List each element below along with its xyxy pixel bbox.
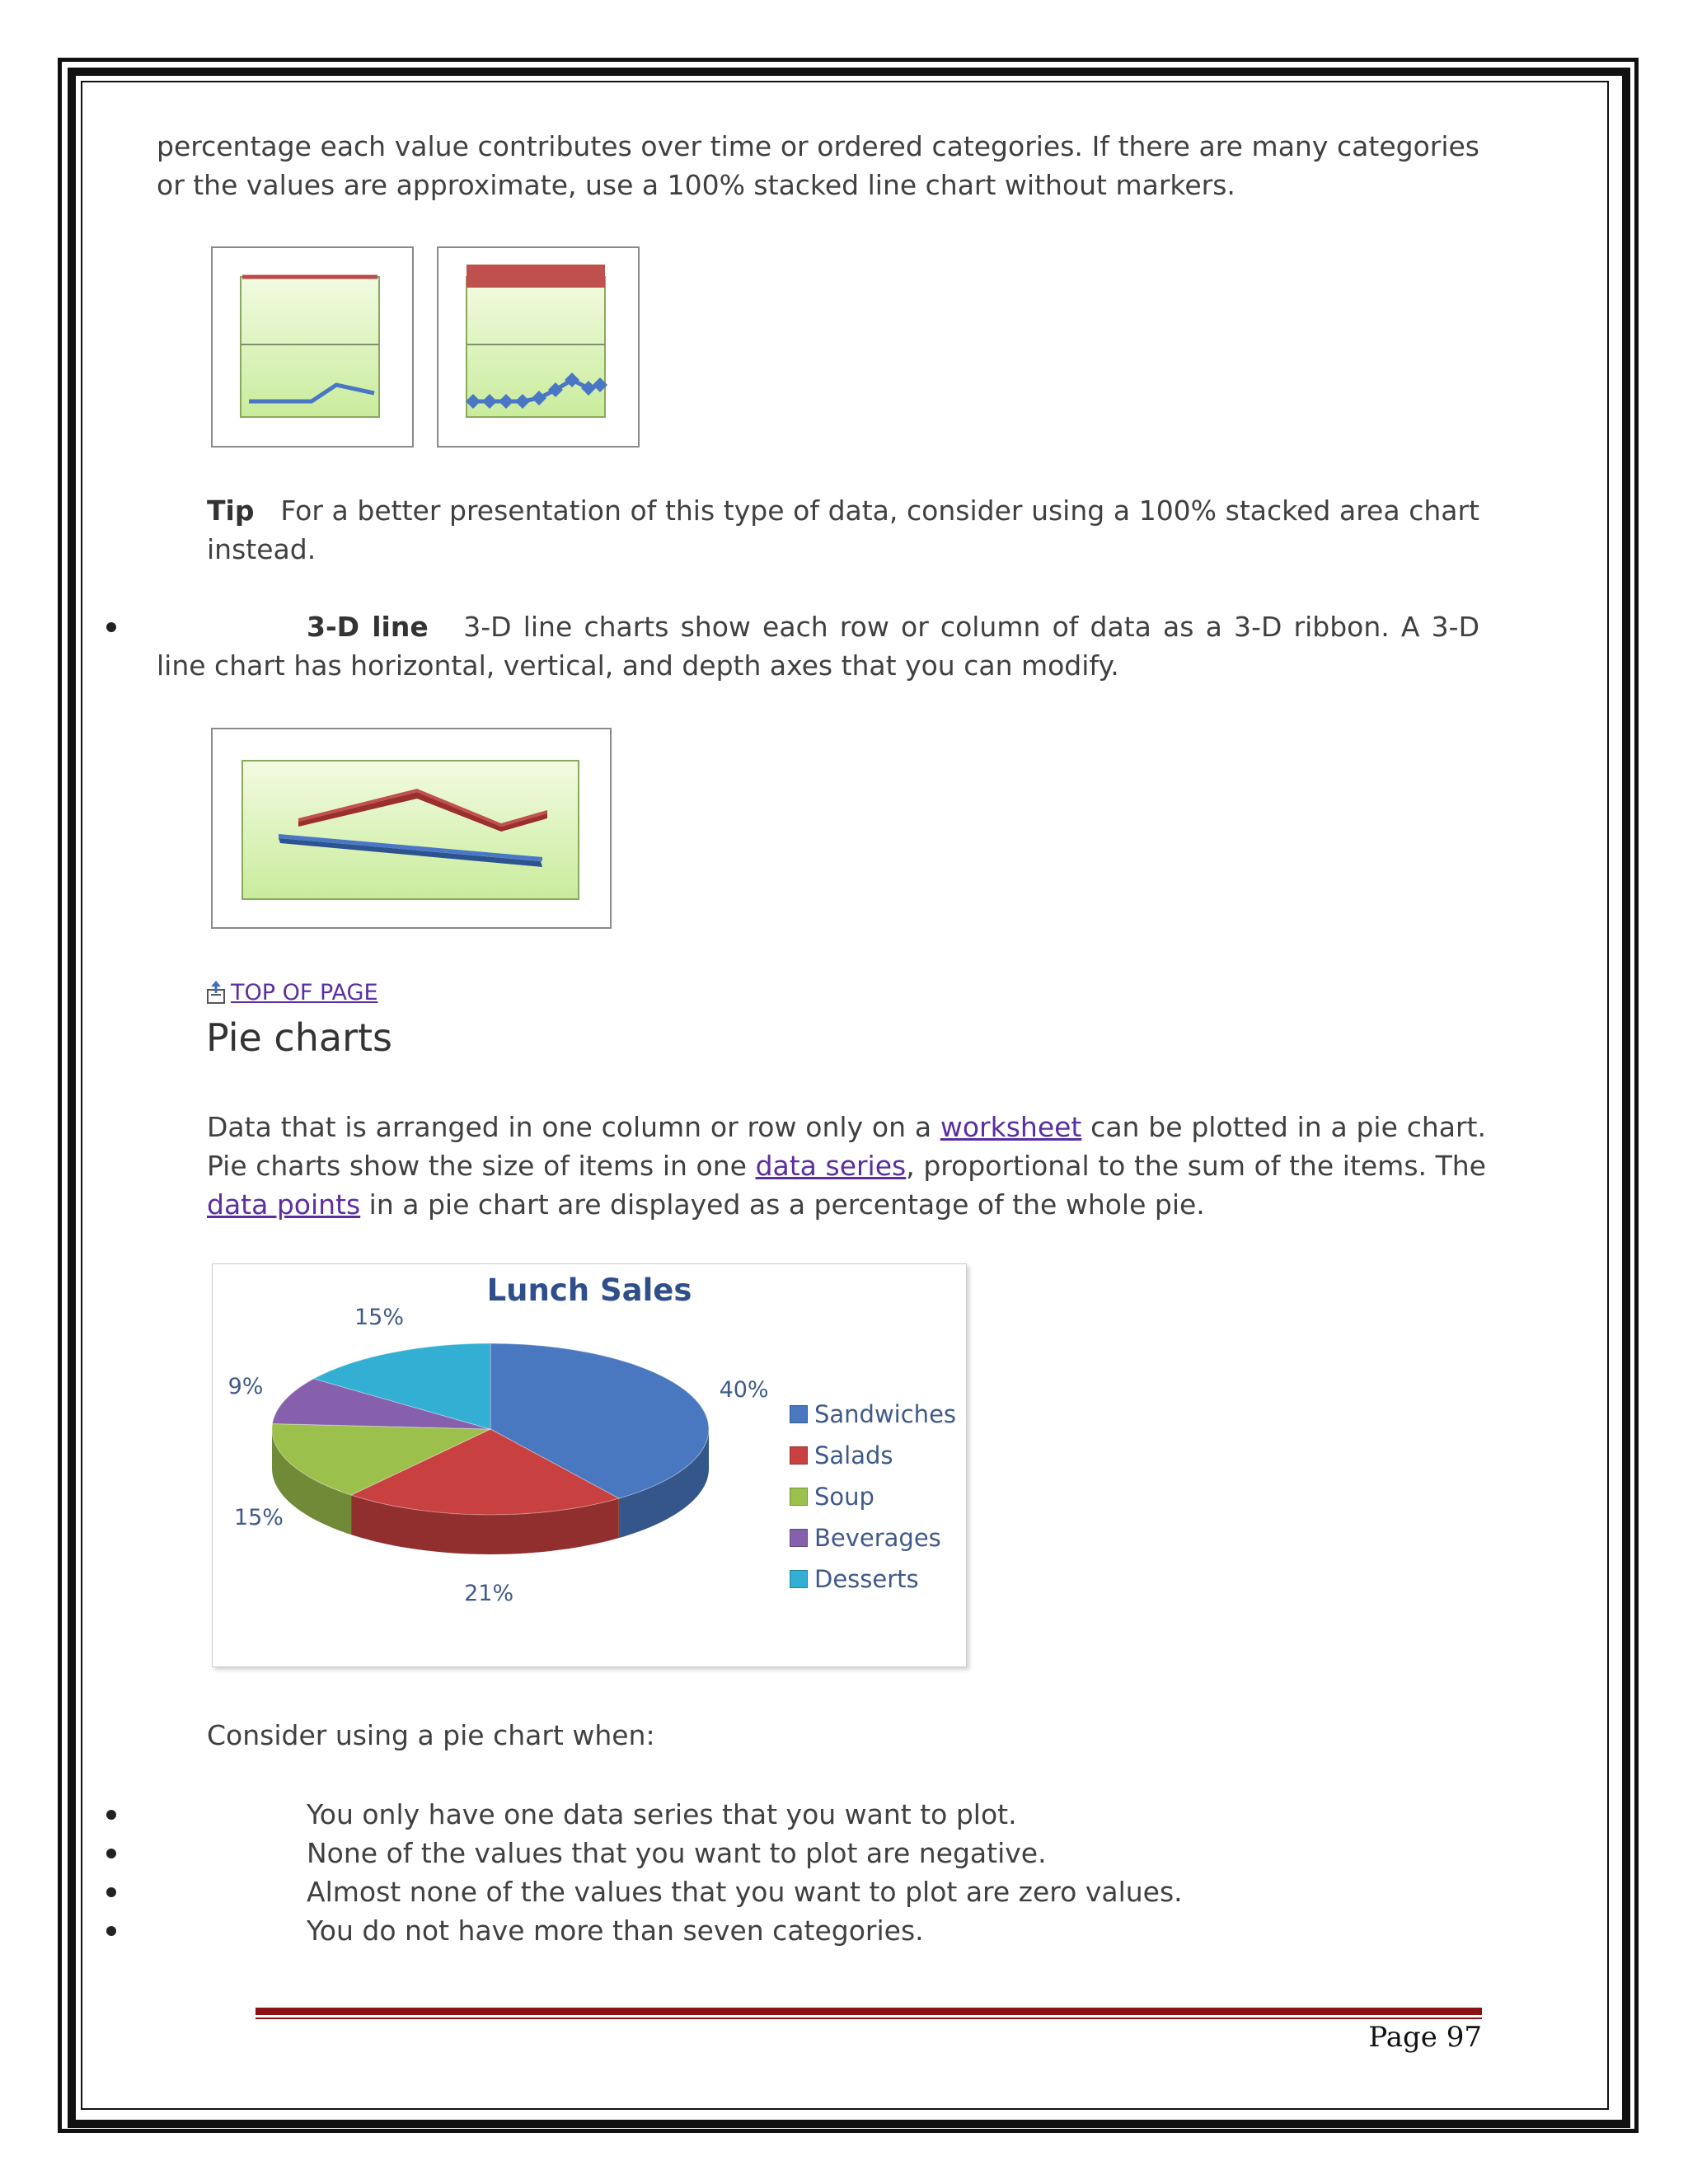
consider-intro: Consider using a pie chart when: xyxy=(207,1719,655,1751)
bullet-marker xyxy=(106,1849,116,1858)
top-of-page-link-row[interactable] xyxy=(206,977,378,1007)
tip-label: Tip xyxy=(207,494,255,527)
chart-title: Lunch Sales xyxy=(486,1272,692,1308)
line3d-text: 3-D line charts show each row or column of data as a 3-D ribbon. A 3-D line chart has horizontal, vertical, and depth axes that you can modify. xyxy=(157,611,1479,682)
line-3d-icon xyxy=(213,729,610,927)
line3d-label: 3-D line xyxy=(307,611,429,643)
legend-item xyxy=(790,1480,874,1513)
list-item: Almost none of the values that you want to plot are zero values. xyxy=(307,1876,1183,1908)
stacked-line-100-thumbnail[interactable] xyxy=(211,246,414,448)
list-item: You only have one data series that you want to plot. xyxy=(307,1798,1017,1830)
bullet-marker xyxy=(106,1810,116,1820)
legend-swatch xyxy=(790,1405,808,1423)
legend-swatch xyxy=(790,1570,808,1588)
data-series-link[interactable]: data series xyxy=(755,1150,907,1182)
bullet-marker xyxy=(106,1926,116,1936)
pie-data-label: 9% xyxy=(227,1373,264,1399)
footer-rule xyxy=(256,2008,1482,2015)
legend-label: Beverages xyxy=(814,1524,941,1552)
pie-data-label: 15% xyxy=(233,1505,284,1531)
legend-item xyxy=(790,1439,893,1472)
intro-paragraph: percentage each value contributes over time or ordered categories. If there are many categories or the values are approximate, use a 100% stacked line chart without markers. xyxy=(157,130,1479,201)
pie-data-label: 15% xyxy=(354,1304,404,1330)
pie-paragraph-text: can be plotted in a pie chart. Pie charts show the size of items in one xyxy=(207,1111,1486,1182)
pie-paragraph-text: in a pie chart are displayed as a percentage of the whole pie. xyxy=(360,1188,1205,1221)
stacked-line-100-icon xyxy=(213,248,412,446)
legend-label: Salads xyxy=(814,1441,893,1469)
top-of-page-link[interactable]: TOP OF PAGE xyxy=(231,979,378,1005)
worksheet-link[interactable]: worksheet xyxy=(940,1111,1082,1143)
line3d-paragraph xyxy=(157,607,1479,685)
legend-swatch xyxy=(790,1529,808,1547)
section-heading: Pie charts xyxy=(206,1015,392,1060)
pie-paragraph-text: , proportional to the sum of the items. The xyxy=(906,1150,1486,1182)
legend-item xyxy=(790,1521,941,1554)
legend-swatch xyxy=(790,1446,808,1465)
page-number: Page 97 xyxy=(1368,2021,1482,2054)
pie-paragraph xyxy=(207,1108,1486,1224)
legend-label: Soup xyxy=(814,1483,874,1511)
list-item: You do not have more than seven categories. xyxy=(307,1915,924,1947)
pie-paragraph-text: Data that is arranged in one column or row only on a xyxy=(207,1111,940,1143)
legend-label: Desserts xyxy=(814,1565,919,1593)
legend-item xyxy=(790,1563,919,1596)
bullet-marker xyxy=(106,622,116,632)
pie-data-label: 40% xyxy=(719,1377,769,1404)
stacked-line-100-markers-thumbnail[interactable] xyxy=(437,246,640,448)
top-of-page-icon xyxy=(206,980,226,1005)
tip-text: For a better presentation of this type of data, consider using a 100% stacked area chart instead. xyxy=(207,494,1479,565)
tip-paragraph xyxy=(207,491,1479,569)
line-3d-thumbnail[interactable] xyxy=(211,728,612,929)
legend-label: Sandwiches xyxy=(814,1400,957,1428)
footer-rule-thin xyxy=(256,2018,1482,2019)
stacked-line-100-markers-icon xyxy=(438,248,638,446)
pie-chart xyxy=(212,1263,967,1667)
legend-item xyxy=(790,1398,956,1431)
list-item: None of the values that you want to plot are negative. xyxy=(307,1837,1047,1869)
bullet-marker xyxy=(106,1887,116,1897)
legend-swatch xyxy=(790,1488,808,1506)
pie-data-label: 21% xyxy=(464,1580,514,1606)
data-points-link[interactable]: data points xyxy=(207,1188,361,1221)
